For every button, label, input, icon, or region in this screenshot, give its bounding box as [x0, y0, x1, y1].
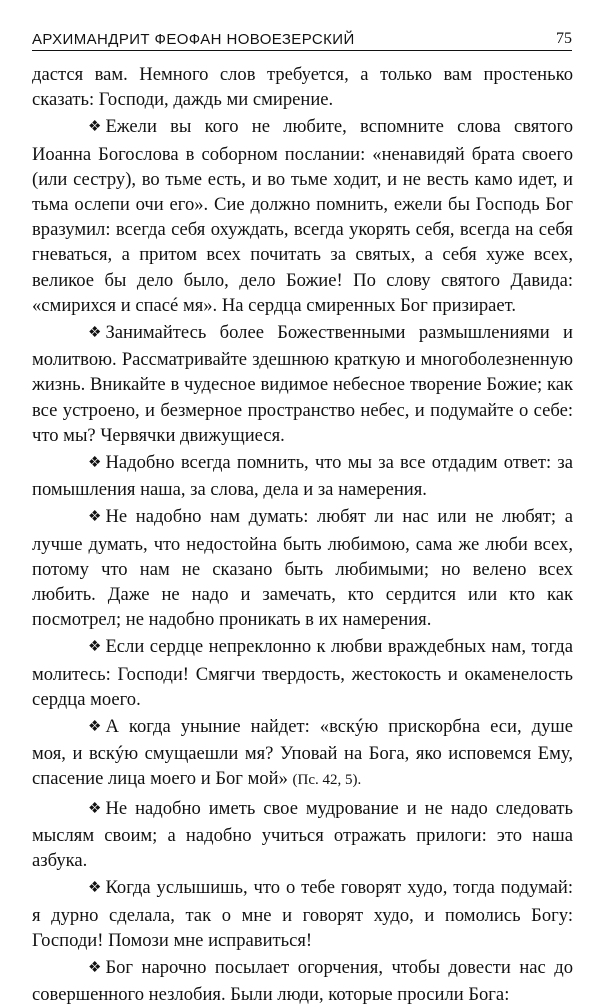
page-header [32, 26, 572, 51]
paragraph-text: Не надобно нам думать: любят ли нас или не любят; а лучше думать, что недостойна быть любимою, сама же люби всех, потому что нам не сказано быть любимыми; но велено всех любить. Даже не надо и замечать, кто сердится или кто как посмотрел; не надобно проникать в их намерения. [32, 506, 573, 631]
paragraph [32, 504, 573, 632]
diamond-bullet-icon: ❖ [88, 455, 102, 472]
paragraph-text: дастся вам. Немного слов требуется, а только вам простенько сказать: Господи, даждь ми смирение. [32, 64, 573, 111]
diamond-bullet-icon: ❖ [88, 800, 102, 817]
diamond-bullet-icon: ❖ [88, 325, 102, 342]
page-number: 75 [556, 30, 572, 47]
paragraph [32, 634, 573, 712]
paragraph-text: Не надобно иметь свое мудрование и не надо следовать мыслям своим; а надобно учиться отражать прилоги: это наша азбука. [32, 797, 573, 872]
paragraph [32, 714, 573, 794]
paragraph-text: Занимайтесь более Божественными размышлениями и молитвою. Рассматривайте здешнюю краткую и многоболезненную жизнь. Вникайте в чудесное видимое небесное творение Божие; как все устроено, и безмерное пространство небес, и подумайте о себе: что мы? Червячки движущиеся. [32, 322, 573, 446]
running-head: АРХИМАНДРИТ ФЕОФАН НОВОЕЗЕРСКИЙ [32, 31, 355, 48]
diamond-bullet-icon: ❖ [88, 119, 102, 136]
diamond-bullet-icon: ❖ [88, 880, 102, 897]
paragraph [32, 320, 573, 448]
paragraph-text: А когда уныние найдет: «вскýю прискорбна еси, душе моя, и вскýю смущаешли мя? Уповай на Бога, яко исповемся Ему, спасение лица моего и Бог мой» [32, 716, 573, 790]
paragraph [32, 796, 573, 874]
paragraph-text: Когда услышишь, что о тебе говорят худо, тогда подумай: я дурно сделала, так о мне и говорят худо, и помолись Богу: Господи! Помози мне исправиться! [32, 877, 573, 951]
paragraph [32, 62, 573, 112]
paragraph-text: Ежели вы кого не любите, вспомните слова святого Иоанна Богослова в соборном послании: «ненавидяй брата своего (или сестру), во тьме есть, и во тьме ходит, и не весть камо идет, и тьма ослепи очи его». Сие должно помнить, ежели бы Господь Бог вразумил: всегда себя охуждать, всегда укорять себя, всегда на себя гневаться, а притом всех почитать за святых, а себя хуже всех, великое бы дело было, дело Божие! По слову святого Давида: «смирихся и спасé мя». На сердца смиренных Бог призирает. [32, 116, 573, 316]
diamond-bullet-icon: ❖ [88, 719, 102, 736]
scripture-reference: (Пс. 42, 5). [292, 772, 362, 789]
paragraph [32, 450, 573, 502]
paragraph-text: Надобно всегда помнить, что мы за все отдадим ответ: за помышления наша, за слова, дела и за намерения. [32, 452, 573, 501]
page-body [32, 62, 573, 1007]
paragraph [32, 875, 573, 953]
paragraph-text: Если сердце непреклонно к любви враждебных нам, тогда молитесь: Господи! Смягчи твердость, жестокость и окаменелость сердца моего. [32, 636, 573, 710]
diamond-bullet-icon: ❖ [88, 509, 102, 526]
paragraph [32, 955, 573, 1007]
diamond-bullet-icon: ❖ [88, 639, 102, 656]
paragraph-text: Бог нарочно посылает огорчения, чтобы довести нас до совершенного незлобия. Были люди, которые просили Бога: [32, 956, 573, 1006]
diamond-bullet-icon: ❖ [88, 959, 102, 976]
paragraph [32, 114, 573, 318]
